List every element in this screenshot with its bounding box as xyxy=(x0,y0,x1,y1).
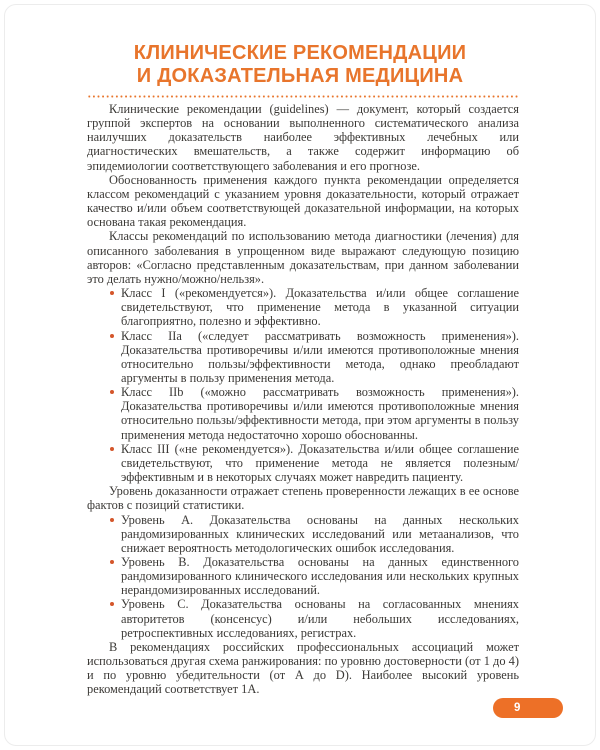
page-title-line1: КЛИНИЧЕСКИЕ РЕКОМЕНДАЦИИ xyxy=(133,42,467,64)
paragraph-levels-intro: Уровень доказанности отражает степень проверенности лежащих в ее основе фактов с позиций статистики. xyxy=(87,484,519,513)
paragraph-guidelines-definition: Клинические рекомендации (guidelines) — документ, который создается группой экспертов на основании выполненного систематического анализа наилучших доказательств наиболее эффективных лечебных или диагностических вмешательств, а также содержит информацию об эпидемиологии соответствующего заболевания и его прогнозе. xyxy=(87,102,519,173)
list-item-class-2b: Класс IIb («можно рассматривать возможность применения»). Доказательства противоречивы и/или имеются противоположные мнения относительно пользы/эффективности метода, при этом аргументы в пользу применения метода недостаточно хорошо обоснованны. xyxy=(121,385,519,442)
paragraph-classes-intro: Классы рекомендаций по использованию метода диагностики (лечения) для описанного заболевания в упрощенном виде выражают следующую позицию авторов: «Согласно представленным доказательствам, при данном заболевании это делать нужно/можно/нельзя». xyxy=(87,229,519,286)
paragraph-russian-associations: В рекомендациях российских профессиональных ассоциаций может использоваться другая схема ранжирования: по уровню достоверности (от 1 до 4) и по уровню убедительности (от А до D). Наиболее высокий уровень рекомендаций соответствует 1А. xyxy=(87,639,519,697)
dotted-divider xyxy=(87,95,519,98)
recommendation-class-list xyxy=(87,286,519,484)
evidence-level-list xyxy=(87,513,519,640)
page-title-line2: И ДОКАЗАТЕЛЬНАЯ МЕДИЦИНА xyxy=(136,65,464,87)
list-item-class-2a: Класс IIа («следует рассматривать возможность применения»). Доказательства противоречивы и/или имеются противоположные мнения относительно пользы/эффективности метода, однако преобладают аргументы в пользу применения метода. xyxy=(121,328,519,385)
list-item-class-1: Класс I («рекомендуется»). Доказательства и/или общее соглашение свидетельствуют, что применение метода в указанной ситуации благоприятно, полезно и эффективно. xyxy=(121,286,519,329)
list-item-level-a: Уровень А. Доказательства основаны на данных нескольких рандомизированных клинических исследований или метаанализов, что снижает вероятность методологических ошибок исследования. xyxy=(121,512,519,555)
list-item-level-b: Уровень В. Доказательства основаны на данных единственного рандомизированного клинического исследования или нескольких крупных нерандомизированных исследований. xyxy=(121,555,519,598)
list-item-level-c: Уровень С. Доказательства основаны на согласованных мнениях авторитетов (консенсус) и/или небольших исследованиях, ретроспективных исследованиях, регистрах. xyxy=(121,597,519,640)
page-number: 9 xyxy=(514,702,521,714)
list-item-class-3: Класс III («не рекомендуется»). Доказательства и/или общее соглашение свидетельствуют, что применение метода не является полезным/эффективным и в некоторых случаях может навредить пациенту. xyxy=(121,441,519,485)
article-body xyxy=(87,102,519,697)
page-number-badge xyxy=(493,698,563,718)
paragraph-validity: Обоснованность применения каждого пункта рекомендации определяется классом рекомендаций с указанием уровня доказательности, который отражает качество и/или объем соответствующей доказательной информации, на которых основана такая рекомендация. xyxy=(87,172,519,230)
page-header xyxy=(0,0,600,98)
page-title xyxy=(0,42,600,88)
